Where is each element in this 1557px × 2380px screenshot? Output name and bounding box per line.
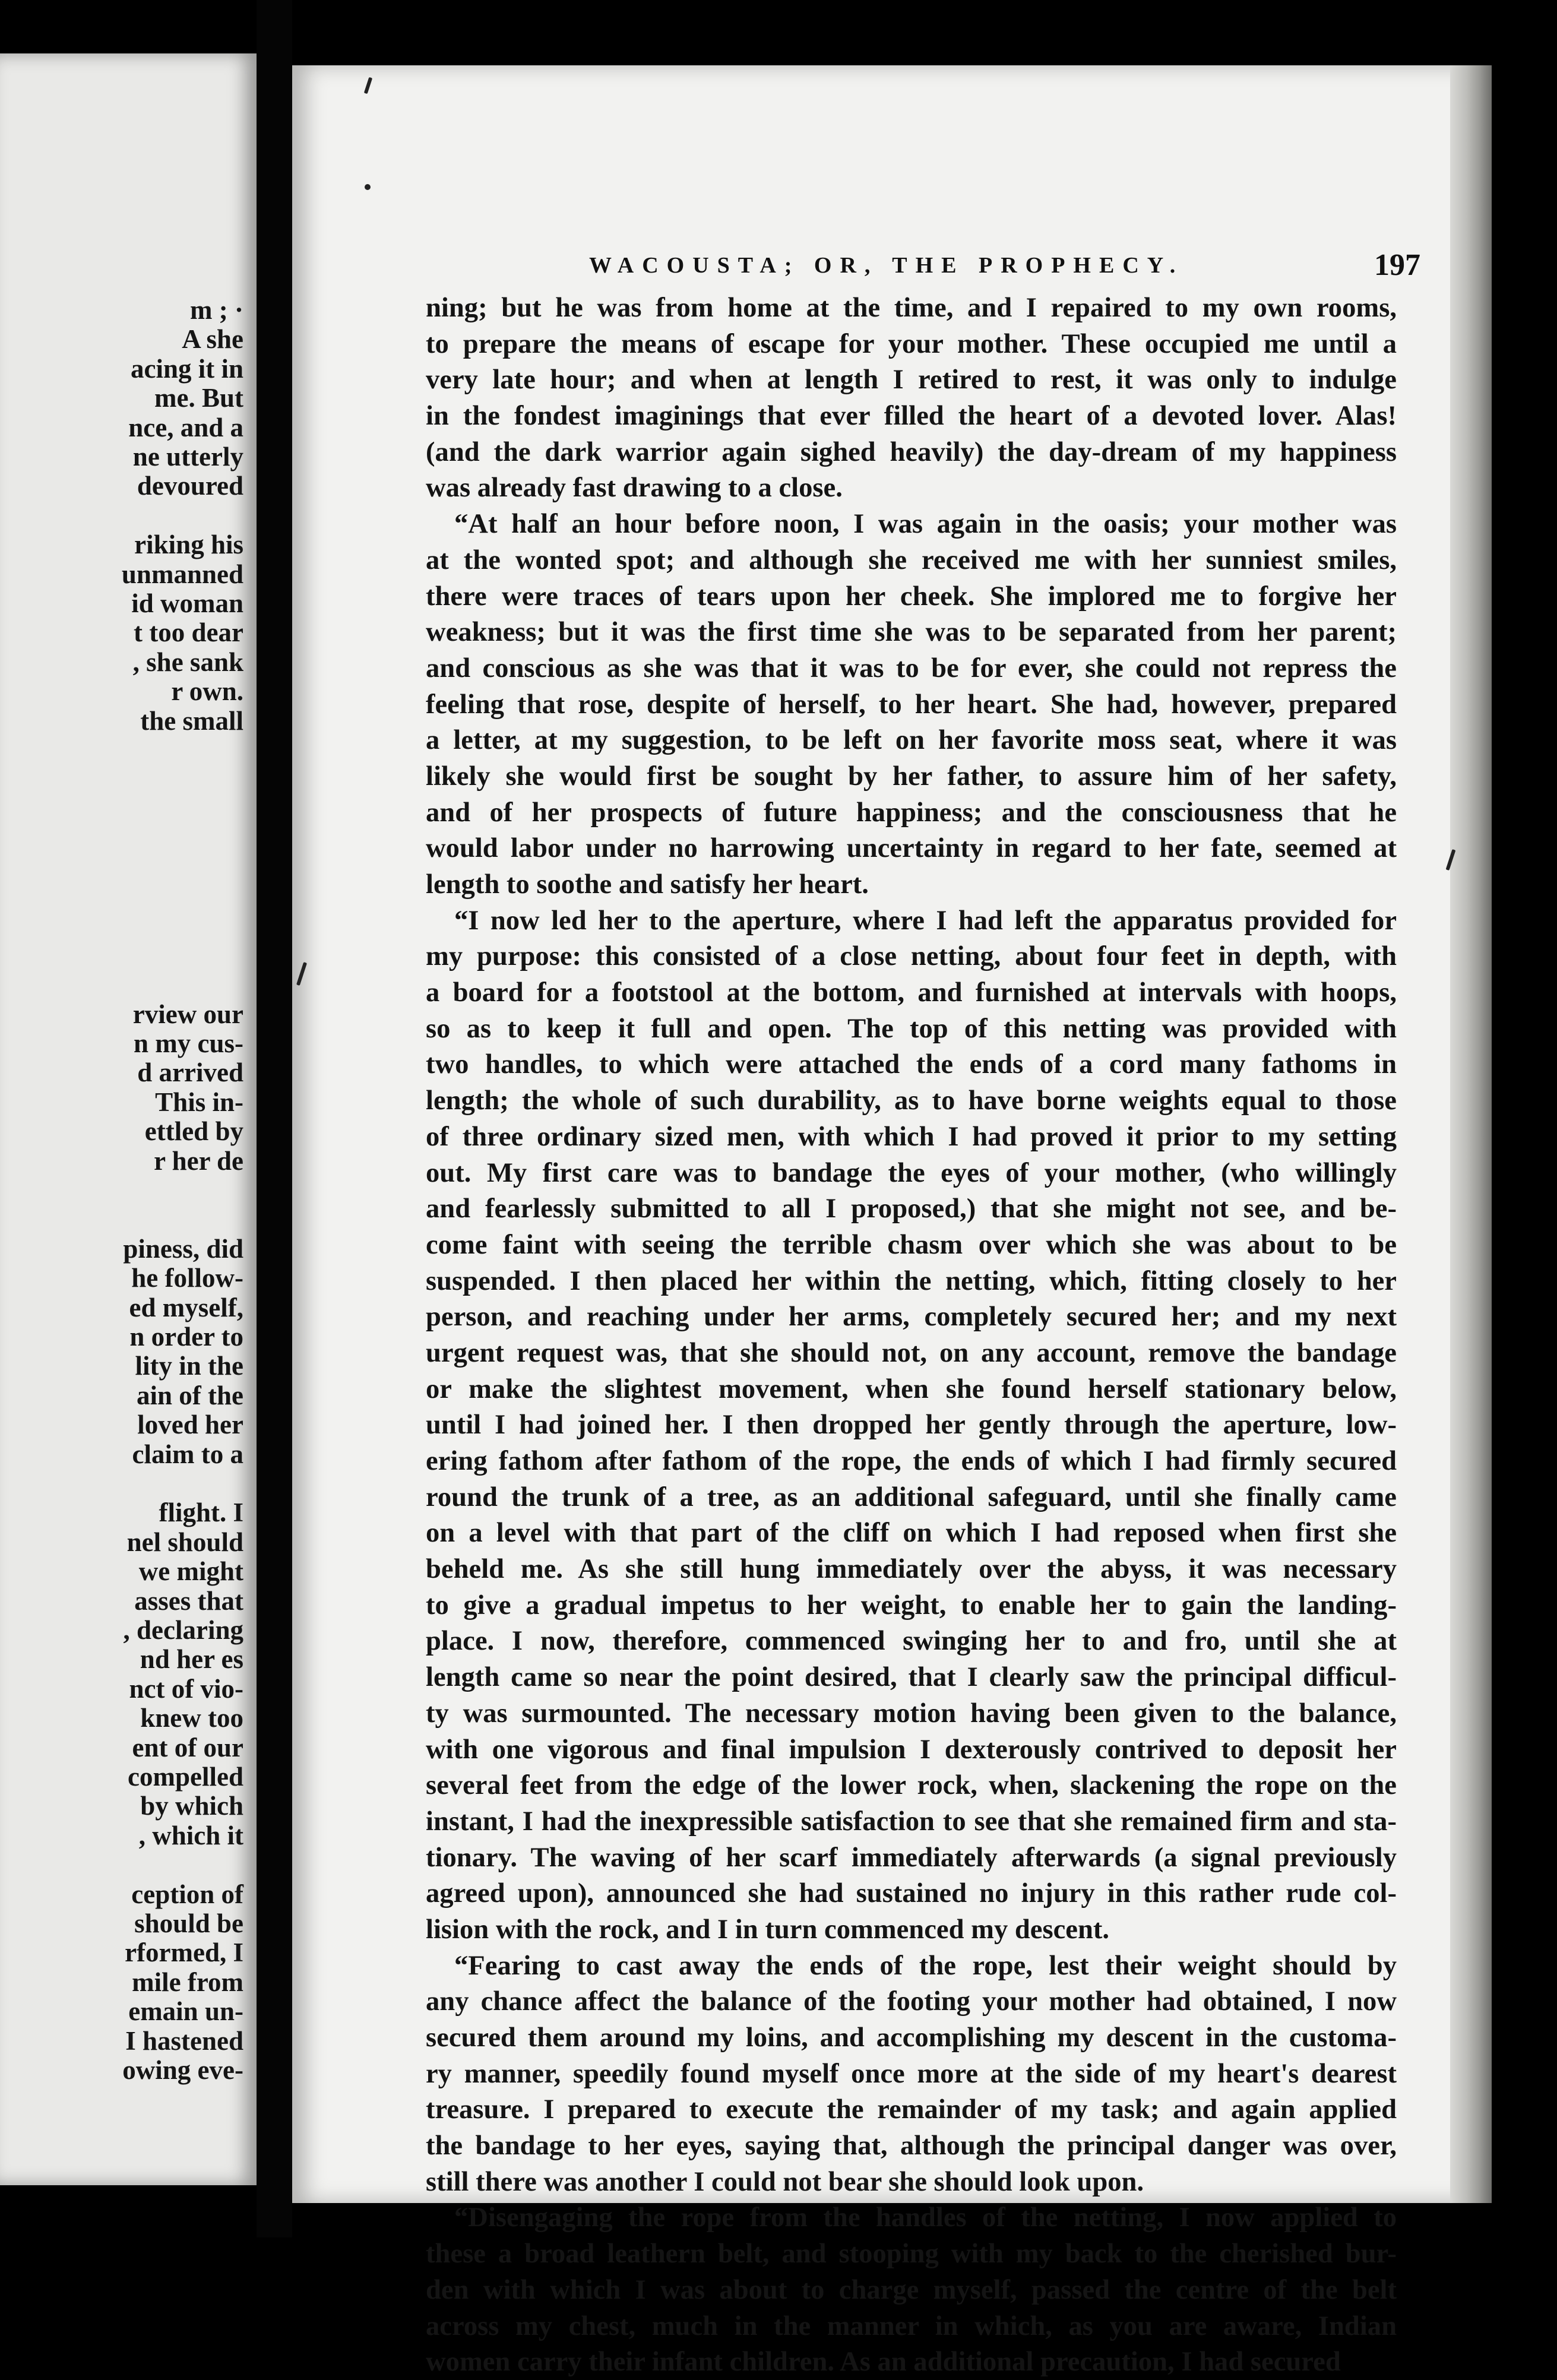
text-line: secured them around my loins, and accomplishing my descent in the customa-: [426, 2022, 1397, 2053]
left-page-line: n order to: [129, 1322, 243, 1352]
left-page-line: A she: [182, 324, 243, 355]
text-line: these a broad leathern belt, and stooping with my back to the cherished bur-: [426, 2238, 1397, 2270]
text-line: “Fearing to cast away the ends of the rope, lest their weight should by: [454, 1949, 1397, 1981]
left-page-line: , she sank: [132, 647, 243, 677]
left-page-line: claim to a: [132, 1439, 243, 1469]
left-page-line: ain of the: [137, 1380, 243, 1410]
text-line: round the trunk of a tree, as an additional safeguard, until she finally came: [426, 1481, 1397, 1512]
text-line: my purpose: this consisted of a close netting, about four feet in depth, with: [426, 941, 1397, 972]
text-line: several feet from the edge of the lower rock, when, slackening the rope on the: [426, 1770, 1397, 1801]
text-line: feeling that rose, despite of herself, to her heart. She had, however, prepared: [426, 688, 1397, 720]
text-line: den with which I was about to charge myself, passed the centre of the belt: [426, 2274, 1397, 2305]
text-line: person, and reaching under her arms, completely secured her; and my next: [426, 1301, 1397, 1333]
text-line: very late hour; and when at length I retired to rest, it was only to indulge: [426, 364, 1397, 395]
text-line: “Disengaging the rope from the handles of the netting, I now applied to: [454, 2202, 1397, 2233]
left-page-line: owing eve-: [122, 2055, 243, 2085]
text-line: length came so near the point desired, that I clearly saw the principal difficul-: [426, 1661, 1397, 1693]
text-line: (and the dark warrior again sighed heavily) the day-dream of my happiness: [426, 436, 1397, 467]
text-line: and fearlessly submitted to all I proposed,) that she might not see, and be-: [426, 1193, 1397, 1224]
text-line: likely she would first be sought by her father, to assure him of her safety,: [426, 760, 1397, 792]
text-line: so as to keep it full and open. The top of this netting was provided with: [426, 1012, 1397, 1044]
left-page-line: id woman: [131, 588, 243, 618]
text-line: urgent request was, that she should not, on any account, remove the bandage: [426, 1337, 1397, 1368]
left-page-line: we might: [138, 1556, 243, 1587]
text-line: would labor under no harrowing uncertainty in regard to her fate, seemed at: [426, 833, 1397, 864]
left-page-line: t too dear: [134, 618, 243, 648]
text-line: the bandage to her eyes, saying that, although the principal danger was over,: [426, 2130, 1397, 2161]
left-page-line: ne utterly: [132, 442, 243, 471]
left-page-line: rformed, I: [125, 1938, 243, 1968]
left-page-line: r own.: [171, 676, 243, 707]
text-line: was already fast drawing to a close.: [426, 472, 843, 504]
left-page-line: ed myself,: [129, 1292, 243, 1322]
left-page-line: , declaring: [123, 1615, 243, 1645]
text-line: or make the slightest movement, when she found herself stationary below,: [426, 1373, 1397, 1404]
text-line: two handles, to which were attached the ends of a cord many fathoms in: [426, 1049, 1397, 1080]
left-page-line: nel should: [126, 1527, 243, 1557]
left-page-line: This in-: [155, 1087, 243, 1117]
text-line: “I now led her to the aperture, where I had left the apparatus provided for: [454, 904, 1397, 936]
text-line: out. My first care was to bandage the eyes of your mother, (who willingly: [426, 1157, 1397, 1188]
left-page-line: nd her es: [140, 1644, 243, 1675]
text-line: lision with the rock, and I in turn commenced my descent.: [426, 1913, 1110, 1945]
left-page-line: ettled by: [144, 1116, 243, 1147]
text-line: with one vigorous and final impulsion I dexterously contrived to deposit her: [426, 1733, 1397, 1765]
left-page-line: riking his: [134, 530, 243, 560]
text-line: and conscious as she was that it was to be for ever, she could not repress the: [426, 652, 1397, 683]
text-line: until I had joined her. I then dropped her gently through the aperture, low-: [426, 1409, 1397, 1441]
left-page-line: compelled: [128, 1762, 243, 1792]
left-page-line: knew too: [140, 1703, 243, 1733]
text-line: in the fondest imaginings that ever filled the heart of a devoted lover. Alas!: [426, 400, 1397, 432]
right-page: [292, 65, 1492, 2378]
left-page: [0, 53, 257, 2185]
left-page-line: lity in the: [135, 1351, 243, 1381]
left-page-line: acing it in: [130, 353, 243, 384]
left-page-line: by which: [140, 1791, 243, 1821]
text-line: ering fathom after fathom of the rope, the ends of which I had firmly secured: [426, 1445, 1397, 1476]
ink-speck: [365, 184, 371, 190]
left-page-line: piness, did: [123, 1233, 243, 1264]
ink-mark: [364, 77, 372, 94]
text-line: women carry their infant children. As an additional precaution, I had secured: [426, 2346, 1341, 2378]
left-page-line: flight. I: [159, 1498, 243, 1528]
left-page-line: ception of: [131, 1879, 243, 1909]
text-line: instant, I had the inexpressible satisfaction to see that she remained firm and sta-: [426, 1805, 1397, 1837]
page-gutter: [257, 0, 292, 2237]
left-page-line: loved her: [137, 1410, 243, 1440]
left-page-line: he follow-: [131, 1263, 243, 1293]
text-line: a letter, at my suggestion, to be left on her favorite moss seat, where it was: [426, 724, 1397, 756]
text-line: still there was another I could not bear she should look upon.: [426, 2166, 1144, 2197]
text-line: at the wonted spot; and although she received me with her sunniest smiles,: [426, 544, 1397, 575]
text-line: to prepare the means of escape for your mother. These occupied me until a: [426, 328, 1397, 359]
left-page-line: ent of our: [132, 1732, 243, 1762]
left-page-line: d arrived: [137, 1058, 243, 1088]
page-edge: [1450, 65, 1492, 2203]
text-line: length; the whole of such durability, as to have borne weights equal to those: [426, 1085, 1397, 1116]
running-title: WACOUSTA; OR, THE PROPHECY.: [589, 253, 1184, 278]
left-page-line: I hastened: [125, 2025, 243, 2056]
left-page-line: m ; ·: [190, 295, 243, 325]
text-line: come faint with seeing the terrible chasm over which she was about to be: [426, 1229, 1397, 1260]
text-line: to give a gradual impetus to her weight, to enable her to gain the landing-: [426, 1589, 1397, 1621]
text-line: beheld me. As she still hung immediately over the abyss, it was necessary: [426, 1553, 1397, 1585]
left-page-line: , which it: [138, 1820, 243, 1850]
left-page-line: n my cus-: [133, 1028, 243, 1058]
left-page-line: should be: [134, 1909, 243, 1938]
left-page-line: emain un-: [128, 1996, 243, 2027]
text-line: weakness; but it was the first time she was to be separated from her parent;: [426, 616, 1397, 648]
text-line: ning; but he was from home at the time, and I repaired to my own rooms,: [426, 292, 1397, 323]
left-page-line: asses that: [134, 1585, 243, 1616]
text-line: “At half an hour before noon, I was again in the oasis; your mother was: [454, 508, 1397, 540]
text-line: ty was surmounted. The necessary motion having been given to the balance,: [426, 1697, 1397, 1729]
text-line: length to soothe and satisfy her heart.: [426, 869, 869, 900]
left-page-line: r her de: [154, 1145, 243, 1176]
text-line: there were traces of tears upon her cheek. She implored me to forgive her: [426, 580, 1397, 612]
left-page-line: nct of vio-: [129, 1673, 243, 1704]
body-text: [426, 290, 1397, 2380]
text-line: any chance affect the balance of the footing your mother had obtained, I now: [426, 1986, 1397, 2017]
text-line: and of her prospects of future happiness; and the consciousness that he: [426, 796, 1397, 828]
page-header: [589, 248, 1420, 288]
left-page-line: mile from: [132, 1967, 243, 1997]
left-page-line: devoured: [137, 471, 243, 501]
text-line: suspended. I then placed her within the netting, which, fitting closely to her: [426, 1265, 1397, 1296]
left-page-line: me. But: [154, 383, 243, 413]
text-line: agreed upon), announced she had sustained no injury in this rather rude col-: [426, 1878, 1397, 1909]
left-page-line: nce, and a: [128, 412, 243, 442]
text-line: place. I now, therefore, commenced swinging her to and fro, until she at: [426, 1625, 1397, 1657]
left-page-line: unmanned: [121, 559, 243, 589]
text-line: a board for a footstool at the bottom, and furnished at intervals with hoops,: [426, 977, 1397, 1008]
text-line: ry manner, speedily found myself once more at the side of my heart's dearest: [426, 2058, 1397, 2089]
left-page-line: the small: [140, 705, 243, 736]
text-line: across my chest, much in the manner in which, as you are aware, Indian: [426, 2310, 1397, 2341]
text-line: tionary. The waving of her scarf immediately afterwards (a signal previously: [426, 1841, 1397, 1873]
text-line: of three ordinary sized men, with which I had proved it prior to my setting: [426, 1121, 1397, 1152]
text-line: on a level with that part of the cliff on which I had reposed when first she: [426, 1517, 1397, 1549]
page-number: 197: [1374, 248, 1420, 282]
text-line: treasure. I prepared to execute the remainder of my task; and again applied: [426, 2094, 1397, 2125]
left-page-line: rview our: [132, 999, 243, 1029]
